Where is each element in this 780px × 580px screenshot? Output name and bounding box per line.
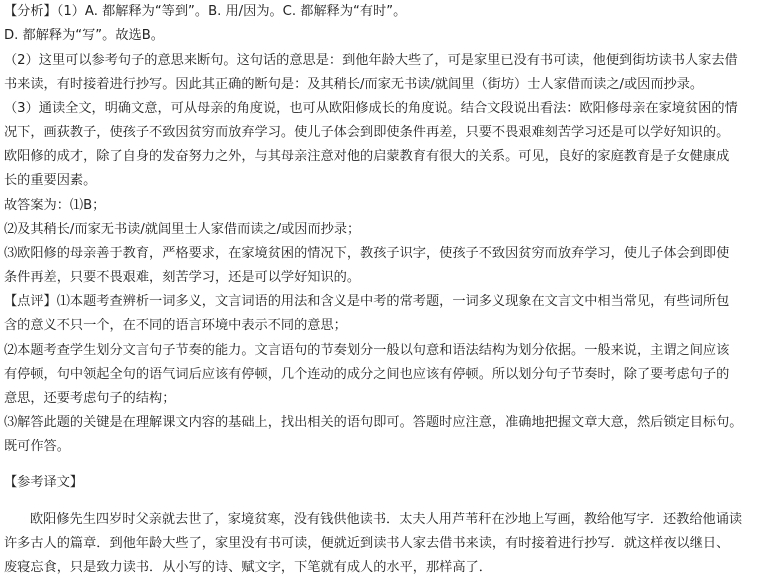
comment-line-2: 含的意义不只一个，在不同的语言环境中表示不同的意思； <box>4 318 347 333</box>
analysis-line-2: D. 都解释为“写”。故选B。 <box>4 28 164 43</box>
comment-line-7: 既可作答。 <box>4 439 70 454</box>
analysis-line-3: （2）这里可以参考句子的意思来断句。这句话的意思是：到他年龄大些了，可是家里已没有书可读，他便到街坊读书人家去借 <box>4 53 738 68</box>
analysis-line-7: 欧阳修的成才，除了自身的发奋努力之外，与其母亲注意对他的启蒙教育有很大的关系。可见，良好的家庭教育是子女健康成 <box>4 149 730 164</box>
analysis-line-8: 长的重要因素。 <box>4 173 97 188</box>
analysis-line-5: （3）通读全文，明确文意，可从母亲的角度说，也可从欧阳修成长的角度说。结合文段说出看法：欧阳修母亲在家境贫困的情 <box>4 101 738 116</box>
translation-line-1: 欧阳修先生四岁时父亲就去世了，家境贫寒，没有钱供他读书．太夫人用芦苇秆在沙地上写画，教给他写字．还教给他诵读 <box>30 512 743 527</box>
comment-line-5: 意思，还要考虑句子的结构； <box>4 391 176 406</box>
translation-line-2: 许多古人的篇章．到他年龄大些了，家里没有书可读，便就近到读书人家去借书来读，有时接着进行抄写．就这样夜以继日、 <box>4 536 730 551</box>
comment-line-3: ⑵本题考查学生划分文言句子节奏的能力。文言语句的节奏划分一般以句意和语法结构为划分依据。一般来说，主谓之间应该 <box>4 343 730 358</box>
translation-line-3: 废寝忘食，只是致力读书．从小写的诗、赋文字，下笔就有成人的水平，那样高了． <box>4 560 492 575</box>
translation-heading: 【参考译文】 <box>4 475 84 490</box>
answer-line-1: 故答案为：⑴B； <box>4 198 106 213</box>
answer-line-4: 条件再差，只要不畏艰难，刻苦学习，还是可以学好知识的。 <box>4 270 361 285</box>
analysis-line-1: 【分析】（1）A. 都解释为“等到”。B. 用/因为。C. 都解释为“有时”。 <box>4 4 407 19</box>
comment-line-4: 有停顿，句中领起全句的语气词后应该有停顿，几个连动的成分之间也应该有停顿。所以划分句子节奏时，除了要考虑句子的 <box>4 367 730 382</box>
answer-line-3: ⑶欧阳修的母亲善于教育，严格要求，在家境贫困的情况下，教孩子识字，使孩子不致因贫穷而放弃学习，使儿子体会到即使 <box>4 246 730 261</box>
comment-line-6: ⑶解答此题的关键是在理解课文内容的基础上，找出相关的语句即可。答题时应注意，准确地把握文章大意，然后锁定目标句。 <box>4 415 743 430</box>
comment-line-1: 【点评】⑴本题考查辨析一词多义，文言词语的用法和含义是中考的常考题，一词多义现象在文言文中相当常见，有些词所包 <box>4 294 730 309</box>
analysis-line-4: 书来读，有时接着进行抄写。因此其正确的断句是：及其稍长/而家无书读/就闾里（街坊）士人家借而读之/或因而抄录。 <box>4 77 704 92</box>
analysis-line-6: 况下，画荻教子，使孩子不致因贫穷而放弃学习。使儿子体会到即使条件再差，只要不畏艰难刻苦学习还是可以学好知识的。 <box>4 125 730 140</box>
answer-line-2: ⑵及其稍长/而家无书读/就闾里士人家借而读之/或因而抄录； <box>4 222 361 237</box>
